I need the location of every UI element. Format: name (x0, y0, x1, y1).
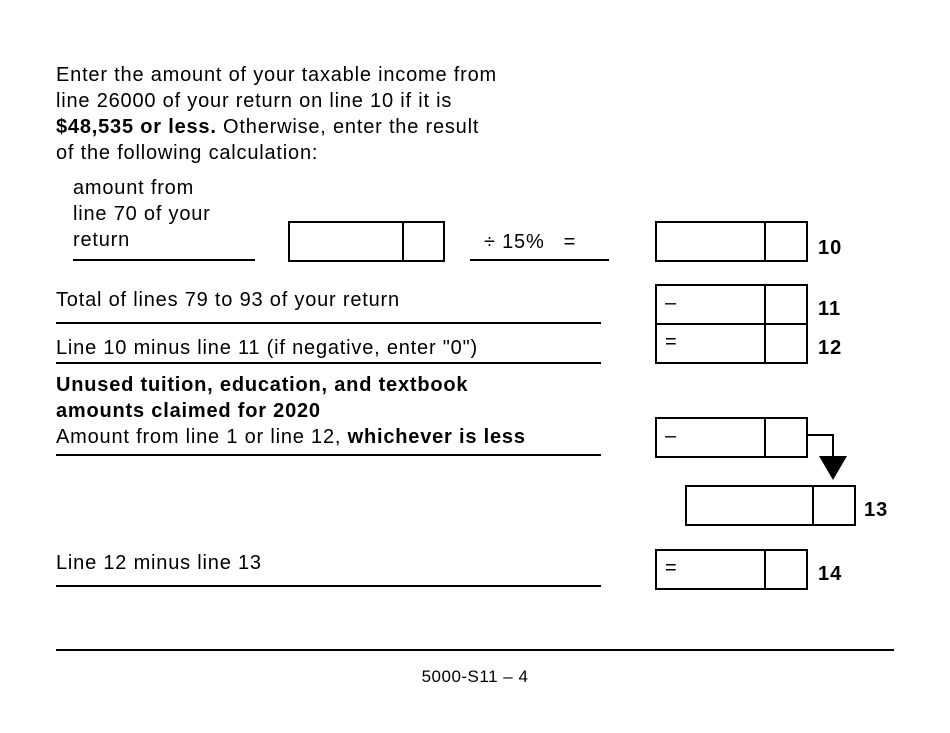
line-10-cents-input[interactable] (768, 225, 806, 257)
line-12-cents-input[interactable] (768, 327, 806, 359)
minus-sign: – (665, 292, 677, 314)
line-11-field[interactable] (655, 284, 808, 325)
unused-text-bold: whichever is less (347, 426, 526, 448)
line-number-12: 12 (818, 337, 843, 359)
line-13-cents-input[interactable] (816, 489, 854, 521)
unused-heading-1: Unused tuition, education, and textbook (56, 374, 469, 396)
threshold-amount: $48,535 or less. (56, 116, 217, 138)
line-14-underline (56, 585, 601, 587)
calc-label-underline (73, 259, 255, 261)
calc-label-line-2: line 70 of your (73, 203, 211, 225)
line-11-cents-input[interactable] (768, 288, 806, 320)
unused-underline (56, 454, 601, 456)
line-14-field[interactable] (655, 549, 808, 590)
line-12-label: Line 10 minus line 11 (if negative, enter "0") (56, 337, 478, 359)
intro-line-2: line 26000 of your return on line 10 if it is (56, 90, 453, 112)
minus-sign: – (665, 425, 677, 447)
line-11-label: Total of lines 79 to 93 of your return (56, 289, 400, 311)
line-14-label: Line 12 minus line 13 (56, 552, 262, 574)
line-number-10: 10 (818, 237, 843, 259)
calc-label-line-3: return (73, 229, 131, 251)
unused-tuition-block (56, 372, 526, 450)
unused-dollars-input[interactable] (683, 421, 765, 453)
line-number-13: 13 (864, 499, 889, 521)
line-13-dollars-input[interactable] (691, 489, 813, 521)
line-12-field[interactable] (655, 323, 808, 364)
line-11-underline (56, 322, 601, 324)
line-12-dollars-input[interactable] (683, 327, 765, 359)
line-70-cents-input[interactable] (406, 225, 444, 257)
line-70-amount-field[interactable] (288, 221, 445, 262)
divide-operator: ÷ 15% = (484, 231, 577, 253)
unused-amount-field[interactable] (655, 417, 808, 458)
calc-label-line-1: amount from (73, 177, 195, 199)
intro-paragraph (56, 62, 497, 166)
line-12-underline (56, 362, 601, 364)
calc-label (73, 175, 211, 253)
line-10-dollars-input[interactable] (661, 225, 765, 257)
intro-line-3-rest: Otherwise, enter the result (216, 116, 480, 138)
equals-sign: = (665, 331, 678, 353)
line-number-11: 11 (818, 298, 842, 320)
unused-cents-input[interactable] (768, 421, 806, 453)
intro-line-1: Enter the amount of your taxable income from (56, 64, 497, 86)
operator-underline (470, 259, 609, 261)
line-10-field[interactable] (655, 221, 808, 262)
page-footer-id: 5000-S11 – 4 (421, 667, 529, 686)
line-14-dollars-input[interactable] (683, 553, 765, 585)
equals-sign: = (665, 557, 678, 579)
line-11-dollars-input[interactable] (683, 288, 765, 320)
line-number-14: 14 (818, 563, 843, 585)
line-13-field[interactable] (685, 485, 856, 526)
intro-line-3 (56, 114, 497, 140)
line-70-dollars-input[interactable] (294, 225, 402, 257)
line-14-cents-input[interactable] (768, 553, 806, 585)
intro-line-4: of the following calculation: (56, 142, 319, 164)
unused-text-main: Amount from line 1 or line 12, (56, 426, 348, 448)
unused-text (56, 424, 526, 450)
footer-divider (56, 649, 894, 651)
unused-heading-2: amounts claimed for 2020 (56, 400, 321, 422)
